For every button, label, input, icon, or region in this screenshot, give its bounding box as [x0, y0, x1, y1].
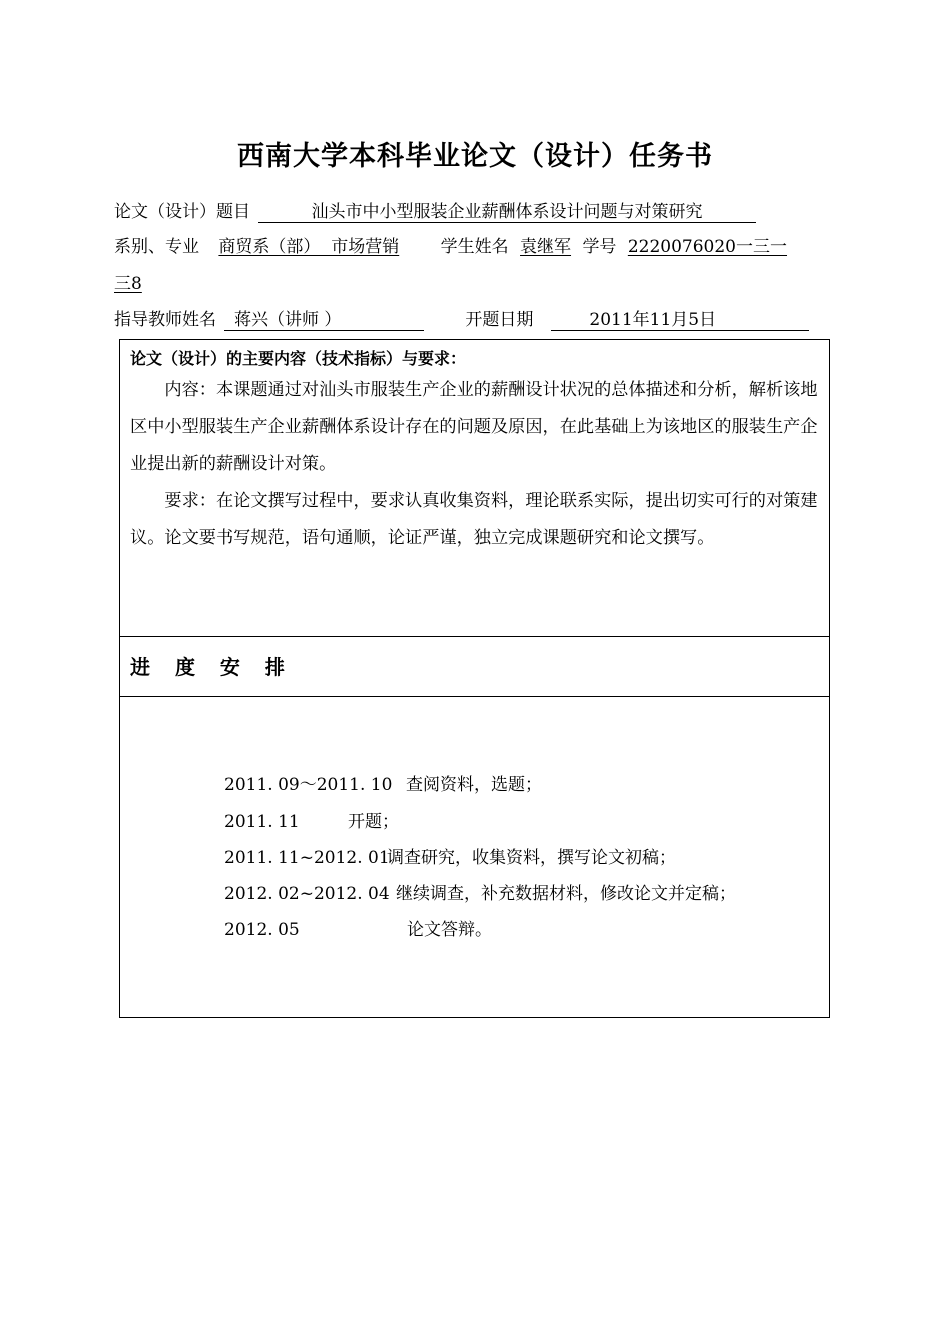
- topic-value: 汕头市中小型服装企业薪酬体系设计问题与对策研究: [258, 202, 756, 223]
- student-name-value: 袁继军: [520, 237, 572, 257]
- document-title: 西南大学本科毕业论文（设计）任务书: [237, 141, 713, 172]
- student-no-continued-row: [114, 269, 142, 294]
- schedule-date: 2012. 02~2012. 04: [224, 884, 390, 904]
- student-name-label: 学生姓名: [440, 237, 509, 257]
- open-date-value: 2011年11月5日: [551, 310, 809, 331]
- progress-heading-box: [119, 636, 830, 697]
- department-row: [114, 232, 787, 257]
- advisor-label: 指导教师姓名: [114, 310, 216, 330]
- open-date-label: 开题日期: [465, 310, 534, 330]
- topic-row: [114, 197, 756, 223]
- content-requirements-box: [119, 339, 830, 637]
- department-value: 商贸系（部） 市场营销: [218, 237, 400, 257]
- advisor-row: [114, 305, 809, 331]
- schedule-date: 2011. 09～2011. 10: [224, 775, 393, 795]
- student-no-label: 学号: [582, 237, 617, 257]
- content-section-heading: 论文（设计）的主要内容（技术指标）与要求：: [130, 349, 467, 368]
- progress-heading: 进 度 安 排: [130, 655, 287, 679]
- schedule-date: 2011. 11~2012. 01: [224, 848, 390, 868]
- schedule-item: [224, 843, 676, 868]
- schedule-item: [224, 807, 399, 832]
- student-no-continued: 三8: [114, 274, 142, 294]
- schedule-task: 继续调查，补充数据材料，修改论文并定稿；: [396, 884, 736, 904]
- advisor-value: 蒋兴（讲师 ）: [224, 310, 424, 331]
- schedule-task: 论文答辩。: [407, 920, 492, 940]
- schedule-date: 2012. 05: [224, 920, 300, 940]
- student-no-value: 2220076020一三一: [627, 237, 788, 257]
- schedule-date: 2011. 11: [224, 812, 300, 832]
- schedule-item: [224, 879, 736, 904]
- schedule-task: 查阅资料，选题；: [406, 775, 542, 795]
- department-label: 系别、专业: [114, 237, 199, 257]
- topic-label: 论文（设计）题目: [114, 202, 250, 222]
- schedule-item: [224, 770, 542, 795]
- content-paragraph: 内容：本课题通过对汕头市服装生产企业的薪酬设计状况的总体描述和分析，解析该地区中小型服装生产企业薪酬体系设计存在的问题及原因，在此基础上为该地区的服装生产企业提出新的薪酬设计对策。: [130, 380, 818, 474]
- progress-schedule-box: [119, 696, 830, 1018]
- requirement-paragraph: 要求：在论文撰写过程中，要求认真收集资料，理论联系实际，提出切实可行的对策建议。论文要书写规范，语句通顺，论证严谨，独立完成课题研究和论文撰写。: [130, 491, 818, 548]
- schedule-task: 开题；: [348, 812, 399, 832]
- schedule-item: [224, 915, 492, 940]
- schedule-task: 调查研究，收集资料，撰写论文初稿；: [387, 848, 676, 868]
